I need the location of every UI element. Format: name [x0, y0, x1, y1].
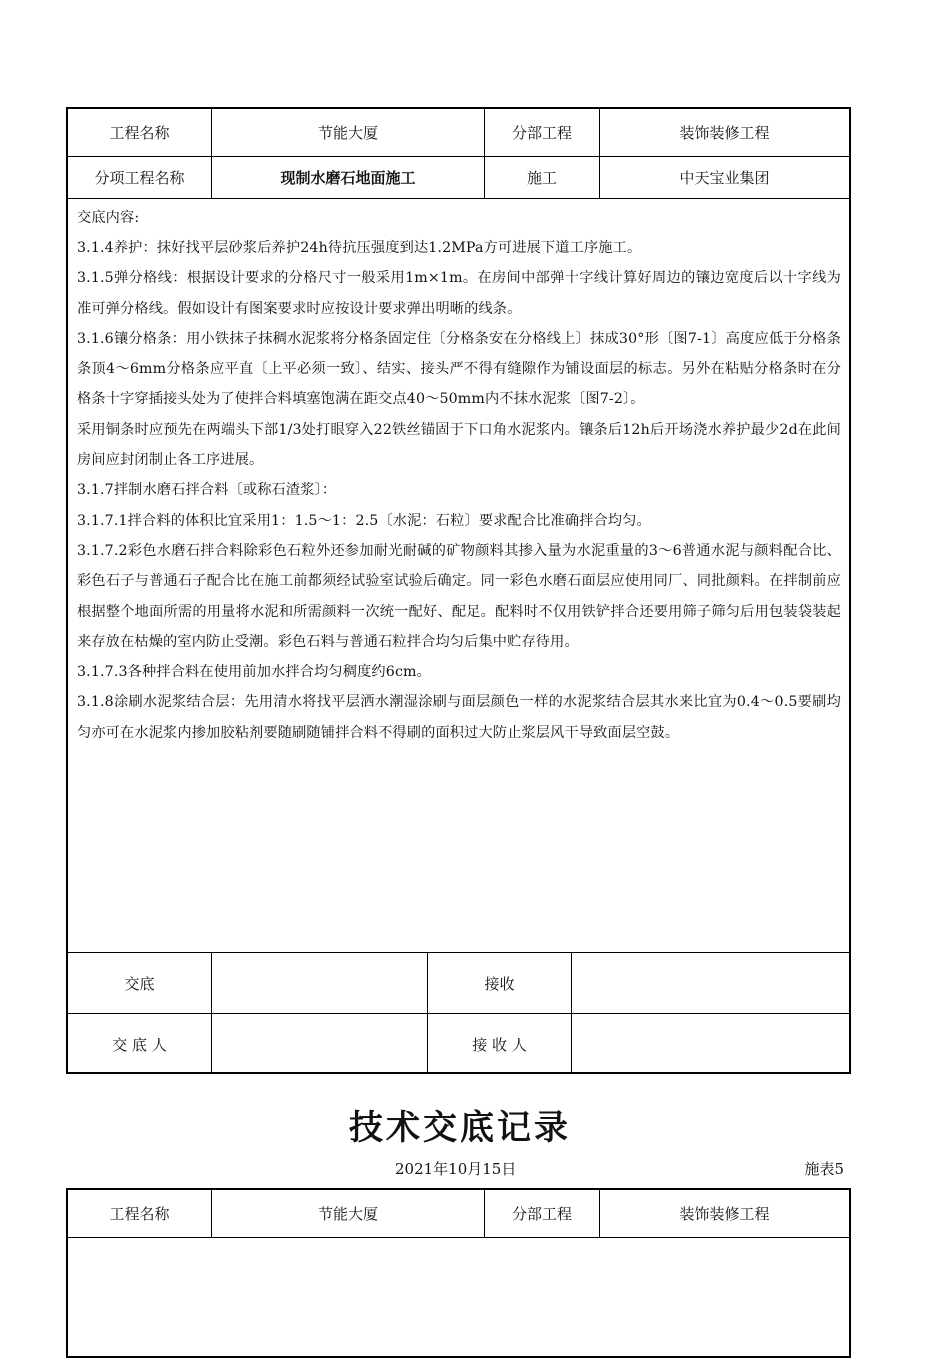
disclosure-table-1 [66, 107, 851, 1074]
content-paragraph: 3.1.7.1拌合料的体积比宜采用1：1.5～1：2.5〔水泥：石粒〕要求配合比准确拌合均匀。 [77, 512, 651, 529]
table-row-subitem [68, 157, 849, 199]
subitem-label: 分项工程名称 [94, 169, 185, 187]
table-row-project [68, 109, 849, 157]
construction-value: 中天宝业集团 [599, 157, 849, 198]
content-paragraph: 3.1.6镶分格条：用小铁抹子抹稠水泥浆将分格条固定住〔分格条安在分格线上〕抹成30°形〔图7-1〕高度应低于分格条条顶4～6mm分格条应平直〔上平必须一致〕、结实、接头严不得有缝隙作为铺设面层的标志。另外在粘贴分格条时在分格条十字穿插接头处为了使拌合料填塞饱满在距交点40～50mm内不抹水泥浆〔图7-2〕。 [77, 330, 841, 408]
receive-label: 接收 [427, 953, 571, 1013]
project-name-value: 节能大厦 [211, 109, 484, 156]
content-paragraph: 3.1.4养护：抹好找平层砂浆后养护24h待抗压强度到达1.2MPa方可进展下道工序施工。 [77, 240, 642, 256]
document-date: 2021年10月15日 [395, 1160, 517, 1178]
content-paragraph: 采用铜条时应预先在两端头下部1/3处打眼穿入22铁丝锚固于下口角水泥浆内。镶条后12h后开场浇水养护最少2d在此间房间应封闭制止各工序进展。 [77, 421, 841, 469]
division-value: 装饰装修工程 [599, 1190, 849, 1237]
content-paragraph: 3.1.5弹分格线：根据设计要求的分格尺寸一般采用1m×1m。在房间中部弹十字线计算好周边的镶边宽度后以十字线为准可弹分格线。假如设计有图案要求时应按设计要求弹出明晰的线条。 [77, 270, 841, 317]
project-name-label: 工程名称 [109, 1205, 170, 1223]
division-value: 装饰装修工程 [599, 109, 849, 156]
receiver-value [571, 1014, 849, 1074]
handover-value [211, 953, 427, 1013]
project-name-value: 节能大厦 [211, 1190, 484, 1237]
table-row-handover [68, 953, 849, 1014]
content-heading: 交底内容: [77, 210, 140, 226]
receiver-label: 接 收 人 [427, 1014, 571, 1074]
project-name-label: 工程名称 [109, 124, 170, 142]
handover-label: 交底 [124, 974, 155, 993]
receive-value [571, 953, 849, 1013]
disclosure-table-2 [66, 1188, 851, 1358]
content-paragraph: 3.1.7拌制水磨石拌合料〔或称石渣浆〕： [77, 482, 337, 499]
content-paragraph: 3.1.8涂刷水泥浆结合层：先用清水将找平层洒水潮湿涂刷与面层颜色一样的水泥浆结合层其水来比宜为0.4～0.5要刷均匀亦可在水泥浆内掺加胶粘剂要随刷随铺拌合料不得刷的面积过大防止浆层风干导致面层空鼓。 [77, 694, 841, 741]
construction-label: 施工 [484, 157, 599, 198]
disclosure-content [68, 199, 849, 953]
subitem-value: 现制水磨石地面施工 [211, 157, 484, 198]
content-paragraph: 3.1.7.2彩色水磨石拌合料除彩色石粒外还参加耐光耐碱的矿物颜料其掺入量为水泥重量的3～6普通水泥与颜料配合比、彩色石子与普通石子配合比在施工前都须经试验室试验后确定。同一彩色水磨石面层应使用同厂、同批颜料。在拌制前应根据整个地面所需的用量将水泥和所需颜料一次统一配好、配足。配料时不仅用铁铲拌合还要用筛子筛匀后用包装袋装起来存放在枯燥的室内防止受潮。彩色石料与普通石粒拌合均匀后集中贮存待用。 [77, 542, 841, 650]
document-title: 技术交底记录 [349, 1108, 571, 1148]
division-label: 分部工程 [484, 1190, 599, 1237]
table-row-project [68, 1190, 849, 1238]
table-row-persons [68, 1014, 849, 1074]
content-paragraph: 3.1.7.3各种拌合料在使用前加水拌合均匀稠度约6cm。 [77, 664, 431, 681]
form-number: 施表5 [804, 1160, 844, 1178]
handover-person-label: 交 底 人 [112, 1035, 167, 1054]
division-label: 分部工程 [484, 109, 599, 156]
handover-person-value [211, 1014, 427, 1074]
